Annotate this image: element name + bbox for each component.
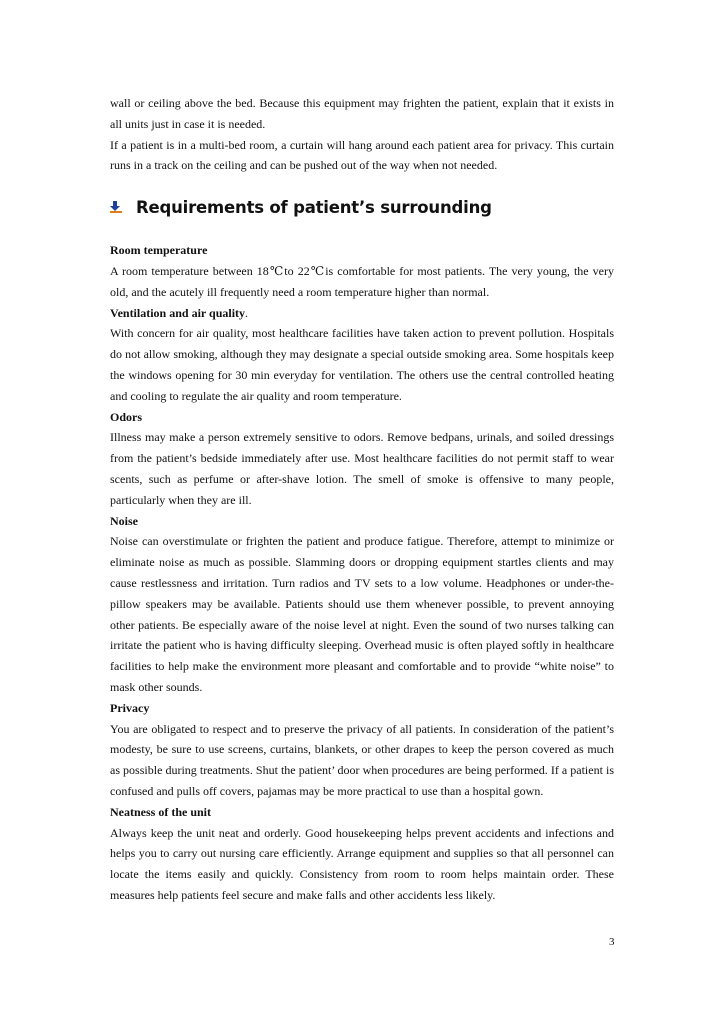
subsection-text: Noise can overstimulate or frighten the patient and produce fatigue. Therefore, attempt to minimize or eliminate noise as much as possible. Slamming doors or dropping equipment startles clients and may cause restlessness and irritation. Turn radios and TV sets to a low volume. Headphones or under-the-pillow speakers may be available. Patients should use them whenever possible, to prevent annoying other patients. Be especially aware of the noise level at night. Even the sound of two nurses talking can irritate the patient who is having difficulty sleeping. Overhead music is often played softly in healthcare facilities to help make the environment more pleasant and comfortable and to provide “white noise” to mask other sounds.	[110, 534, 614, 694]
subsection-text: A room temperature between 18℃to 22℃is comfortable for most patients. The very young, the very old, and the acutely ill frequently need a room temperature higher than normal.	[110, 263, 614, 299]
subsection-text: You are obligated to respect and to preserve the privacy of all patients. In consideration of the patient’s modesty, be sure to use screens, curtains, blankets, or other drapes to keep the person covered as much as possible during treatments. Shut the patient’ door when procedures are being performed. If a patient is confused and pulls off covers, pajamas may be more practical to use than a hospital gown.	[110, 721, 614, 798]
subsection-noise	[110, 511, 614, 698]
subsection-text: Illness may make a person extremely sensitive to odors. Remove bedpans, urinals, and soiled dressings from the patient’s bedside immediately after use. Most healthcare facilities do not permit staff to wear scents, such as perfume or after-shave lotion. The smell of smoke is offensive to many people, particularly when they are ill.	[110, 430, 614, 507]
subsection-heading: Ventilation and air quality.	[110, 305, 249, 320]
subsection-heading: Noise	[110, 513, 138, 528]
arrow-down-bullet-icon	[110, 197, 136, 217]
subsection-heading: Privacy	[110, 700, 150, 715]
subsection-heading: Neatness of the unit	[110, 804, 211, 819]
subsection-text: Always keep the unit neat and orderly. Good housekeeping helps prevent accidents and infections and helps you to carry out nursing care efficiently. Arrange equipment and supplies so that all personnel can locate the items easily and quickly. Consistency from room to room helps maintain order. These measures help patients feel secure and make falls and other accidents less likely.	[110, 825, 614, 902]
section-title: Requirements of patient’s surrounding	[136, 197, 492, 217]
intro-paragraph-1: wall or ceiling above the bed. Because this equipment may frighten the patient, explain that it exists in all units just in case it is needed.	[110, 96, 614, 131]
page-number: 3	[609, 936, 615, 948]
subsection-room-temperature	[110, 240, 614, 302]
subsection-ventilation	[110, 303, 614, 407]
section-heading	[110, 194, 614, 220]
subsection-text: With concern for air quality, most healthcare facilities have taken action to prevent pollution. Hospitals do not allow smoking, although they may designate a special outside smoking area. Some hospitals keep the windows opening for 30 min everyday for ventilation. The others use the central controlled heating and cooling to regulate the air quality and room temperature.	[110, 326, 614, 403]
subsection-heading: Room temperature	[110, 243, 208, 258]
subsection-odors	[110, 407, 614, 511]
subsection-heading: Odors	[110, 409, 143, 424]
document-page	[110, 93, 614, 906]
subsection-neatness	[110, 802, 614, 906]
subsection-privacy	[110, 698, 614, 802]
intro-paragraph-2: If a patient is in a multi-bed room, a curtain will hang around each patient area for privacy. This curtain runs in a track on the ceiling and can be pushed out of the way when not needed.	[110, 137, 614, 173]
